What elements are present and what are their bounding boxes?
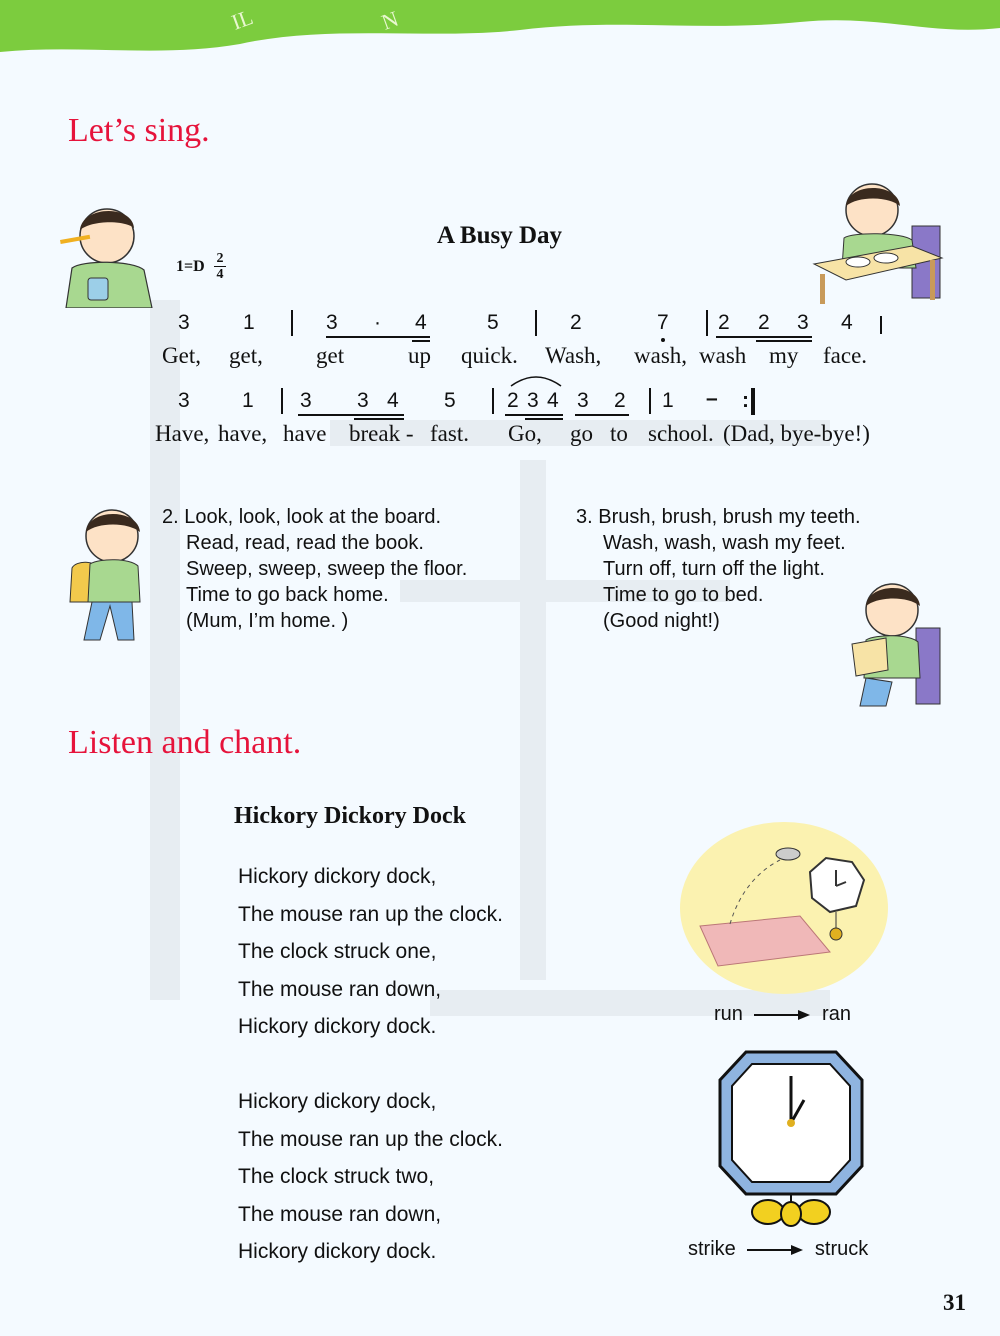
note-dot: · [374, 311, 381, 334]
mouse-clock-illustration [680, 820, 890, 995]
lyric-word: Wash, [545, 343, 602, 368]
bar-line [706, 310, 708, 336]
repeat-dots: : [742, 389, 749, 412]
low-octave-dot [661, 338, 665, 342]
note: 3 [300, 389, 312, 412]
note: 5 [444, 389, 456, 412]
bar-line [535, 310, 537, 336]
note: 3 [577, 389, 589, 412]
note: 2 [758, 311, 770, 334]
chant-line: The mouse ran down, [238, 1202, 442, 1226]
note: 4 [415, 311, 427, 334]
vocab-base: run [714, 1003, 743, 1025]
note-underline [575, 414, 629, 416]
note-underline [298, 414, 404, 416]
boy-reading-illustration [846, 578, 946, 708]
verse-line: (Good night!) [603, 610, 720, 632]
section-heading-sing: Let’s sing. [68, 112, 210, 149]
note: 3 [326, 311, 338, 334]
verse-line: (Mum, I’m home. ) [186, 610, 349, 632]
lyric-word: have, [218, 421, 268, 446]
verse-line: Read, read, read the book. [186, 532, 424, 554]
lyric-word: have [283, 421, 327, 446]
note: 7 [657, 311, 669, 334]
lyric-word: up [408, 343, 431, 368]
chant-line: Hickory dickory dock, [238, 865, 437, 888]
note: 3 [797, 311, 809, 334]
note: 4 [387, 389, 399, 412]
lyric-word: fast. [430, 421, 469, 446]
song-title: A Busy Day [437, 222, 563, 249]
lyric-word: school. [648, 421, 714, 446]
arrow-right-icon [745, 1243, 805, 1257]
lyric-word: Get, [162, 343, 201, 368]
chant-line: The clock struck one, [238, 940, 437, 963]
chant-line: The mouse ran up the clock. [238, 1127, 503, 1151]
bar-line [492, 388, 494, 414]
note-underline [326, 336, 430, 338]
verse-line: 3. Brush, brush, brush my teeth. [576, 506, 861, 528]
lyric-word: break - [349, 421, 414, 446]
boy-with-backpack-illustration [66, 502, 156, 642]
lyric-word: Go, [508, 421, 542, 446]
time-signature-bottom: 4 [214, 266, 226, 282]
lyric-word: (Dad, bye-bye!) [723, 421, 870, 446]
page-number: 31 [943, 1290, 966, 1315]
svg-text:N: N [378, 5, 402, 35]
watermark-stroke [150, 300, 180, 1000]
arrow-right-icon [752, 1008, 812, 1022]
verse-line: 2. Look, look, look at the board. [162, 506, 442, 528]
section-heading-chant: Listen and chant. [68, 724, 302, 761]
lyric-word: get, [229, 343, 263, 368]
vocab-base: strike [688, 1238, 736, 1260]
boy-brushing-teeth-illustration [52, 198, 162, 308]
note: 2 [570, 311, 582, 334]
note-underline [716, 336, 812, 338]
note: 3 [178, 389, 190, 412]
note: 3 [178, 311, 190, 334]
verse-line: Sweep, sweep, sweep the floor. [186, 558, 468, 580]
chant-stanza-1 [238, 865, 503, 1053]
verse-line: Time to go back home. [186, 584, 389, 606]
lyric-word: get [316, 343, 345, 368]
time-signature-top: 2 [216, 251, 224, 266]
chant-line: The mouse ran up the clock. [238, 902, 503, 926]
lyric-word: my [769, 343, 799, 368]
lyric-word: to [610, 421, 628, 446]
note-underline [354, 418, 404, 420]
note: 4 [547, 389, 559, 412]
lyric-word: Have, [155, 421, 210, 446]
bar-line [291, 310, 293, 336]
boy-eating-illustration [812, 176, 947, 306]
bar-line [880, 316, 882, 334]
note-underline [756, 340, 812, 342]
chant-line: The mouse ran down, [238, 977, 442, 1001]
lyric-word: quick. [461, 343, 518, 368]
bar-line [649, 388, 651, 414]
lyric-word: wash, [634, 343, 688, 368]
chant-line: The clock struck two, [238, 1165, 435, 1188]
vocab-run-ran [714, 1003, 851, 1026]
verse-line: Time to go to bed. [603, 584, 764, 606]
top-banner [0, 0, 1000, 70]
bar-line [281, 388, 283, 414]
note: 1 [242, 389, 254, 412]
chant-line: Hickory dickory dock. [238, 1015, 437, 1038]
verse-2 [162, 504, 467, 634]
chant-line: Hickory dickory dock. [238, 1240, 437, 1263]
time-signature [214, 251, 226, 282]
verse-line: Wash, wash, wash my feet. [603, 532, 846, 554]
vocab-past: struck [814, 1238, 869, 1260]
note: 1 [243, 311, 255, 334]
vocab-past: ran [822, 1003, 851, 1025]
note: 1 [662, 389, 674, 412]
note: 4 [841, 311, 853, 334]
vocab-strike-struck [688, 1238, 868, 1261]
note: 3 [357, 389, 369, 412]
verse-3 [576, 504, 861, 634]
watermark-stroke [520, 460, 546, 980]
note-underline [412, 340, 430, 342]
note: 5 [487, 311, 499, 334]
note: 3 [527, 389, 539, 412]
slur-arc [508, 372, 564, 388]
verse-line: Turn off, turn off the light. [603, 558, 825, 580]
lyric-word: go [570, 421, 593, 446]
svg-text:IL: IL [228, 4, 257, 35]
lyric-word: face. [823, 343, 868, 368]
chant-title: Hickory Dickory Dock [234, 803, 466, 829]
note-dash: – [706, 387, 718, 410]
lyric-word: wash [699, 343, 747, 368]
note: 2 [614, 389, 626, 412]
repeat-bar [751, 388, 755, 415]
chant-line: Hickory dickory dock, [238, 1090, 437, 1113]
note: 2 [718, 311, 730, 334]
note: 2 [507, 389, 519, 412]
big-clock-illustration [716, 1048, 866, 1233]
chant-stanza-2 [238, 1090, 503, 1278]
note-underline [525, 418, 563, 420]
song-key: 1=D [176, 258, 205, 275]
note-underline [505, 414, 563, 416]
